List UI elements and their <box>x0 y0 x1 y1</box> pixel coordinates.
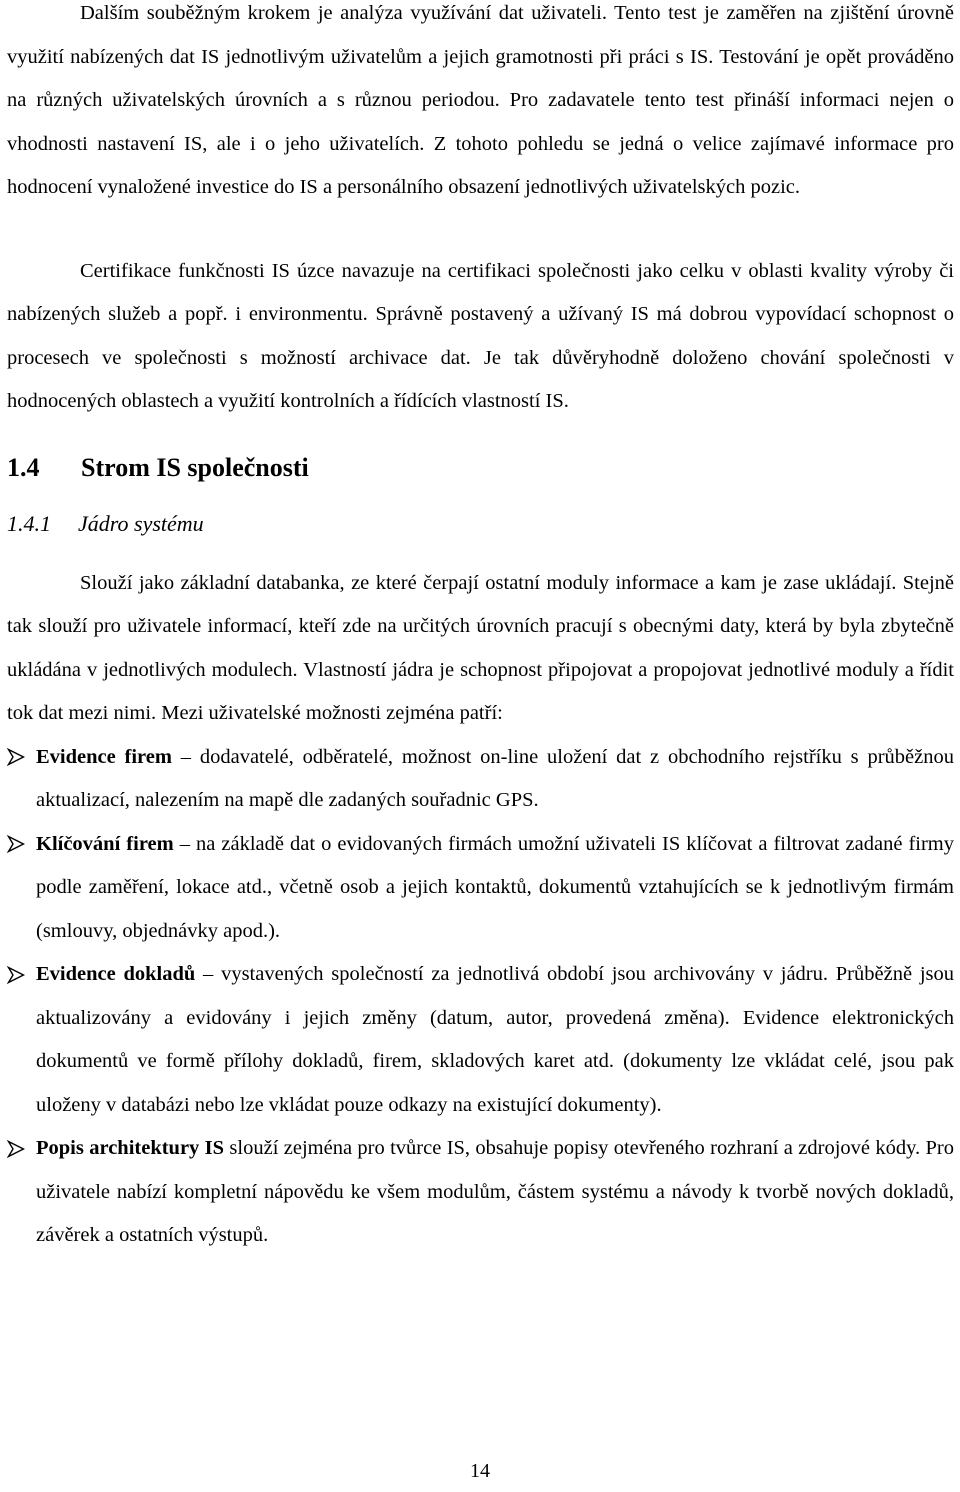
page-number: 14 <box>470 1460 490 1482</box>
section-number: 1.4 <box>7 452 40 482</box>
list-item <box>7 953 954 1127</box>
subsection-heading <box>7 508 954 540</box>
list-item-text: – na základě dat o evidovaných firmách umožní uživateli IS klíčovat a filtrovat zadané firmy podle zaměření, lokace atd., včetně osob a jejich kontaktů, dokumentů vztahujících se k jednotlivým firmám (smlouvy, objednávky apod.). <box>36 832 954 942</box>
list-item-term: Klíčování firem <box>36 832 174 855</box>
list-item <box>7 1127 954 1258</box>
list-item-text: slouží zejména pro tvůrce IS, obsahuje popisy otevřeného rozhraní a zdrojové kódy. Pro uživatele nabízí kompletní nápovědu ke všem modulům, částem systému a návody k tvorbě nových dokladů, závěrek a ostatních výstupů. <box>36 1137 954 1246</box>
paragraph-certification: Certifikace funkčnosti IS úzce navazuje na certifikaci společnosti jako celku v oblasti kvality výroby či nabízených služeb a popř. i environmentu. Správně postavený a užívaný IS má dobrou vypovídací schopnost o procesech ve společnosti s možností archivace dat. Je tak důvěryhodně doloženo chování společnosti v hodnocených oblastech a využití kontrolních a řídících vlastností IS. <box>7 259 954 412</box>
arrow-bullet-icon <box>7 1127 27 1171</box>
feature-list <box>7 736 954 1258</box>
paragraph-data-usage-analysis: Dalším souběžným krokem je analýza využívání dat uživateli. Tento test je zaměřen na zjištění úrovně využití nabízených dat IS jednotlivým uživatelům a jejich gramotnosti při práci s IS. Testování je opět prováděno na různých uživatelských úrovních a s různou periodou. Pro zadavatele tento test přináší informaci nejen o vhodnosti nastavení IS, ale i o jeho uživatelích. Z tohoto pohledu se jedná o velice zajímavé informace pro hodnocení vynaložené investice do IS a personálního obsazení jednotlivých uživatelských pozic. <box>7 2 954 198</box>
list-item-term: Evidence firem <box>36 745 172 768</box>
list-item <box>7 823 954 954</box>
section-heading <box>7 450 954 486</box>
subsection-number: 1.4.1 <box>7 510 51 536</box>
list-item-term: Evidence dokladů <box>36 963 196 985</box>
list-item <box>7 736 954 823</box>
list-item-term: Popis architektury IS <box>36 1137 225 1159</box>
subsection-title: Jádro systému <box>78 510 204 536</box>
list-item-text: – vystavených společností za jednotlivá období jsou archivovány v jádru. Průběžně jsou aktualizovány a evidovány i jejich změny (datum, autor, provedená změna). Evidence elektronických dokumentů ve formě přílohy dokladů, firem, skladových karet atd. (dokumenty lze vkládat celé, jsou pak uloženy v databázi nebo lze vkládat pouze odkazy na existující dokumenty). <box>36 963 954 1116</box>
list-item-text: – dodavatelé, odběratelé, možnost on-line uložení dat z obchodního rejstříku s průběžnou aktualizací, nalezením na mapě dle zadaných souřadnic GPS. <box>36 745 954 811</box>
paragraph-core-system: Slouží jako základní databanka, ze které čerpají ostatní moduly informace a kam je zase ukládají. Stejně tak slouží pro uživatele informací, kteří zde na určitých úrovních pracují s obecnými daty, která by byla zbytečně ukládána v jednotlivých modulech. Vlastností jádra je schopnost připojovat a propojovat jednotlivé moduly a řídit tok dat mezi nimi. Mezi uživatelské možnosti zejména patří: <box>7 571 954 724</box>
arrow-bullet-icon <box>7 736 27 780</box>
section-title: Strom IS společnosti <box>81 452 309 482</box>
arrow-bullet-icon <box>7 823 27 867</box>
arrow-bullet-icon <box>7 953 27 997</box>
